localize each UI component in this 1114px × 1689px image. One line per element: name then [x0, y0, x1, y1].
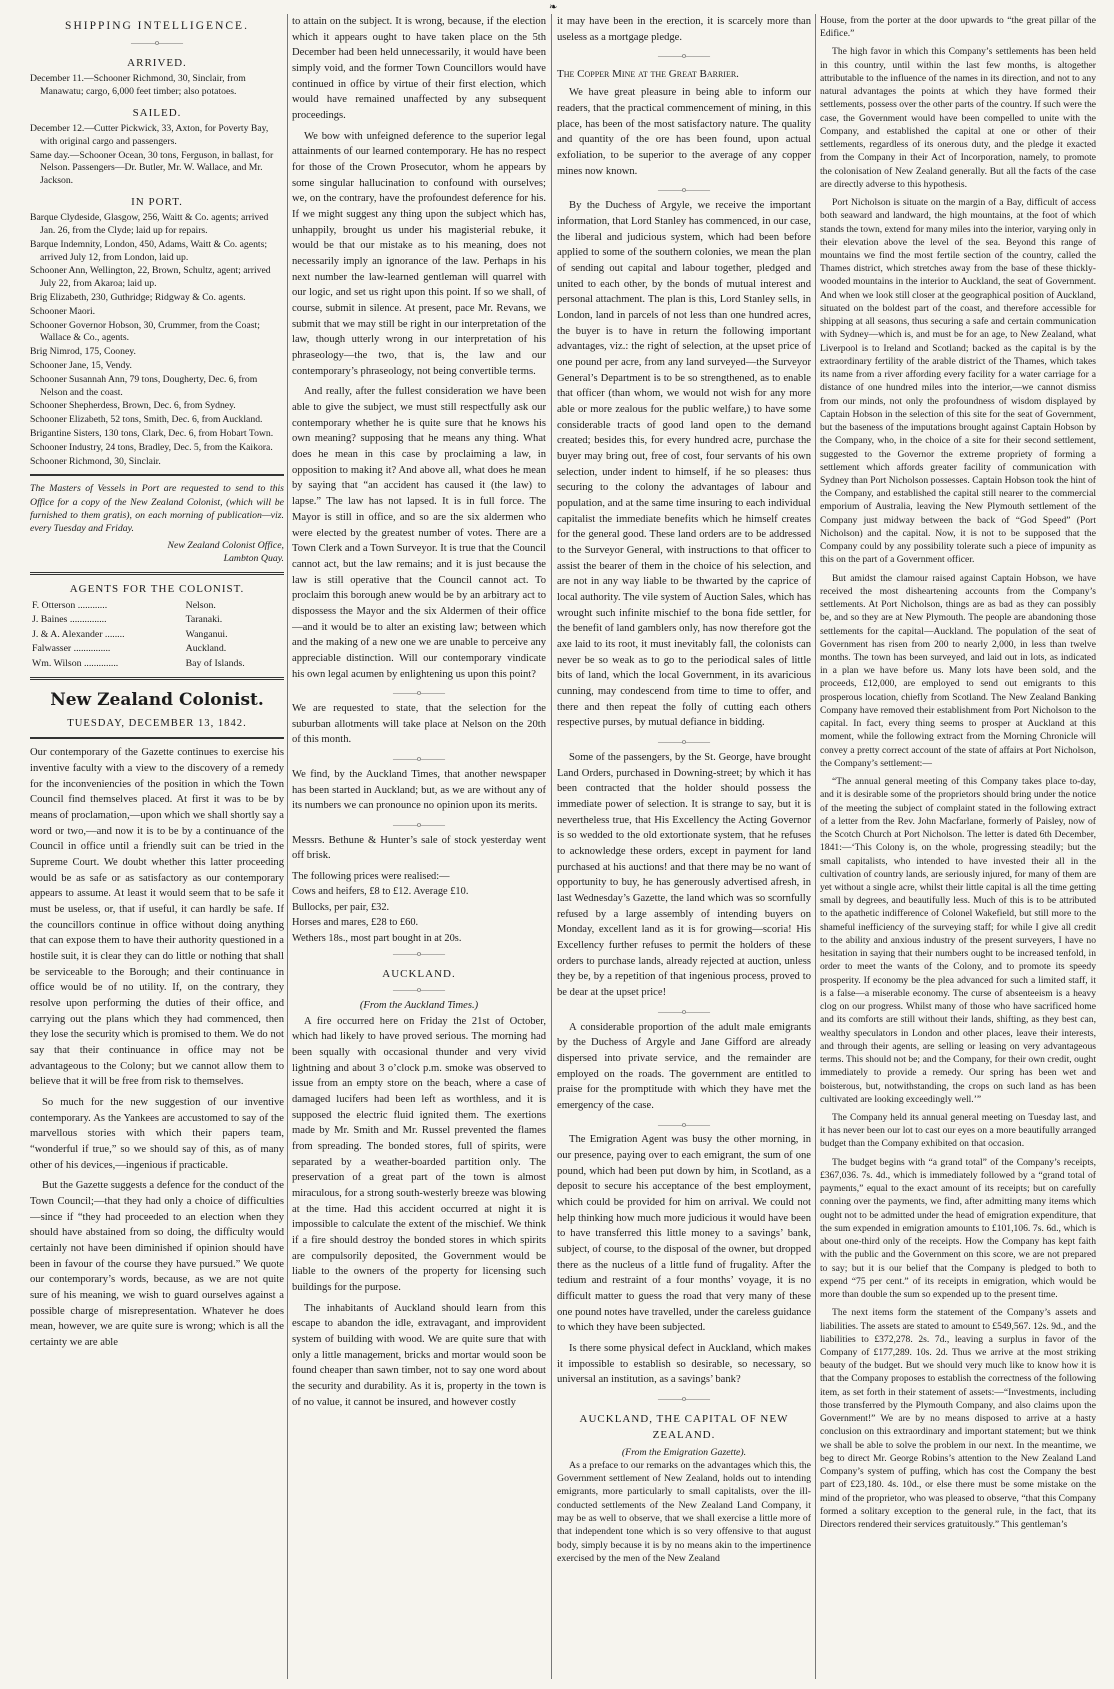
divider-ornament: ———o———: [658, 1119, 710, 1129]
divider: [30, 737, 284, 739]
inport-entry: Brig Elizabeth, 230, Guthridge; Ridgway & Co. agents.: [30, 292, 246, 303]
auckland-heading: AUCKLAND.: [382, 967, 456, 980]
arrived-title: ARRIVED.: [127, 56, 187, 69]
article-paragraph: Is there some physical defect in Auckland, which makes it impossible to establish so desirable, so necessary, so universal an institution, as a savings’ bank?: [557, 1343, 811, 1386]
agents-title: AGENTS FOR THE COLONIST.: [69, 582, 245, 595]
notice-signature-place: Lambton Quay.: [223, 553, 284, 565]
editorial-paragraph: Our contemporary of the Gazette continues to exercise his inventive faculty with a view to the discovery of a remedy for the inconveniencies of the position in which the Town Council find themselves placed. At first it was to be by means of proclamation,—upon which we shall shortly say a word or two,—and now it is to be by a continuance of the Council in office until a friendly suit can be tried in the Supreme Court. We doubt whether this latter proceeding would be as safe or as satisfactory as our contemporary appears to assume. At least it would seem that to be safe it must be useless, or, that if useful, it can hardly be safe. If the councillors continue in office without doing anything that can expose them to have their authority questioned in a hostile suit, it is clear they can do little or nothing that shall be serviceable to the Borough; and their continuance in office would be of no utility. If, on the contrary, they resolve upon performing the duties of their office, and carrying out the plans which they had commenced, then they lose the security which is promised to them. We do not say that their continuance in office may not be advantageous to the Colony; but we cannot allow them to believe that it will be free from risk to themselves.: [30, 747, 284, 1088]
column-3: [557, 14, 811, 1679]
agent-name: Falwasser ...............: [32, 643, 111, 655]
article-paragraph: The Emigration Agent was busy the other morning, in our presence, paying over to each emigrant, the sum of one pound, which had been put down by him, in Scotland, as a deposit to secure his acceptance of the best employment, which could be provided for him on arrival. We could not help thinking how much more judicious it would have been to have transferred this little money to a savings’ bank, subject, of course, to the disposal of the owner, but dropped there as the nucleus of a little fund of frugality. After the tedium and restraint of a four months’ voyage, it is no difficult matter to guess the road that very many of these one pound notes have travelled, under the careless guidance to which they have been subjected.: [557, 1134, 811, 1334]
inport-entry: Schooner Elizabeth, 52 tons, Smith, Dec. 6, from Auckland.: [30, 414, 263, 426]
editorial-paragraph: to attain on the subject. It is wrong, because, if the election which it appears ought to have taken place on the 5th December had been held unnecessarily, it would have been simply void, and the former Town Councillors would have continued in office by virtue of their first election, which would have remained unaffected by any subsequent proceedings.: [292, 16, 546, 122]
article-paragraph: But amidst the clamour raised against Captain Hobson, we have received the most disheartening accounts from the Company’s settlements. At Port Nicholson, things are as bad as they can possibly be, and so they are at New Plymouth. The people are abandoning those settlements for the capital—Auckland. The population of the seat of Government has risen from 200 to nearly 2,000, in less than twelve months. The town has been surveyed, and laid out in lots, as indicated in a plan we have before us. Many lots have been sold, and the proceeds, £12,000, are employed to send out emigrants to this prosperous location, chiefly from Scotland. The New Zealand Banking Company have removed their establishment from Port Nicholson to the capital. In fact, every thing seems to prosper at Auckland at this moment, while the following extract from the Morning Chronicle will convey a pretty correct account of the state of affairs at Port Nicholson, the Company’s settlement:—: [820, 572, 1096, 769]
article-paragraph: The inhabitants of Auckland should learn from this escape to abandon the idle, extravagant, and improvident system of building with wood. We are quite sure that with only a little management, bricks and mortar would soon be found cheaper than sawn timber, not to say one word about the security and durability. As it is, property in the town is of no value, it cannot be insured, and however costly: [292, 1302, 546, 1408]
stock-price-line: Wethers 18s., most part bought in at 20s.: [292, 932, 462, 944]
article-paragraph: The Company held its annual general meeting on Tuesday last, and it has never been our lot to cast our eyes on a more beautifully arranged budget than the Company exhibited on that occasion.: [820, 1111, 1096, 1150]
article-paragraph: The high favor in which this Company’s settlements has been held in this country, until within the last few months, is altogether attributable to the influence of the names in its direction, and not to any natural advantages the points at which they have formed their settlements, possess over the other parts of the country. If such were the case, the Government would have been compelled to unite with the Company, and established the capital at one or other of their settlements, regardless of its onerous duty, and the pledge it exacted from the Company in their Act of Incorporation, namely, to promote the colonisation of New Zealand generally. But all the facts of the case are directly adverse to this hypothesis.: [820, 46, 1096, 190]
divider-ornament: ———o———: [393, 949, 445, 959]
copper-mine-heading: The Copper Mine at the Great Barrier.: [557, 68, 739, 81]
agent-place: Taranaki.: [185, 614, 223, 626]
stock-price-line: Cows and heifers, £8 to £12. Average £10.: [292, 886, 469, 898]
inport-entry: Schooner Richmond, 30, Sinclair.: [30, 455, 161, 467]
divider: [30, 572, 284, 575]
article-paragraph: A considerable proportion of the adult male emigrants by the Duchess of Argyle and Jane Gifford are already dispersed into private service, and the remainder are employed on the roads. The government are entitled to praise for the promptitude with which they have met the emergency of the case.: [557, 1021, 811, 1111]
capital-heading: AUCKLAND, THE CAPITAL OF NEW ZEALAND.: [579, 1412, 789, 1442]
divider-ornament: ———o———: [658, 185, 710, 195]
column-rule: [551, 14, 552, 1679]
inport-entry: Barque Indemnity, London, 450, Adams, Waitt & Co. agents; arrived July 12, from London, laid up.: [30, 238, 268, 263]
inport-entry: Barque Clydeside, Glasgow, 256, Waitt & Co. agents; arrived Jan. 26, from the Clyde; laid up for repairs.: [30, 212, 269, 237]
stock-price-line: Bullocks, per pair, £32.: [292, 901, 390, 913]
agent-name: J. & A. Alexander ........: [32, 628, 125, 640]
article-paragraph: A fire occurred here on Friday the 21st of October, which had likely to have proved serious. The morning had been squally with occasional thunder and very vivid lightning and about 3 o’clock p.m. smoke was observed to issue from an empty store on the beach, where a case of damaged lucifers had been left as worthless, and it is supposed the electric fluid ignited them. The exertions made by Mr. Smith and Mr. Russel prevented the flames from spreading. The bonded stores, full of spirits, were separated by a weather-boarded partition only. The preservation of a great part of the town is almost miraculous, for a strong south-westerly breeze was blowing at the time. Had this accident occurred at night it is impossible to calculate the extent of the mischief. We think if a fire should destroy the bonded stores in which spirits are compulsorily deposited, the Government would be liable to the owners of the property for licensing such buildings for the purpose.: [292, 1015, 546, 1294]
agent-name: F. Otterson ............: [32, 599, 108, 611]
editorial-paragraph: So much for the new suggestion of our inventive contemporary. As the Yankees are accustomed to say of the marvellous stories with which their papers team, “wonderful if true,” so we should say of this, as of many other of his devices,—ingenious if practicable.: [30, 1096, 284, 1171]
editorial-paragraph: We bow with unfeigned deference to the superior legal attainments of our learned contemporary. He has no respect for those of the Crown Prosecutor, whom he appears by some singular hallucination to confound with ourselves; we, on the contrary, have the profoundest deference for his. If we might suggest any thing upon the subject which has, unhappily, brought us under his magisterial rebuke, it would be that our mistake as to his meaning, does not necessarily imply an ignorance of the law. Perhaps in his next number the law-learned gentleman will quarrel with our logic, and set us right upon this point. If so we shall, of course, submit in silence. At present, pace Mr. Revans, we submit that we may still be right in our interpretation of the law, though utterly wrong in our interpretation of his phraseology—the two, that is, the law and our contemporary’s phraseology, not being convertible terms.: [292, 130, 546, 377]
divider-ornament: ———o———: [658, 1394, 710, 1404]
masthead-date: TUESDAY, DECEMBER 13, 1842.: [67, 717, 247, 729]
inport-entry: Brig Nimrod, 175, Cooney.: [30, 346, 136, 358]
article-paragraph: Port Nicholson is situate on the margin of a Bay, difficult of access both seaward and landward, the high mountains, at the foot of which stands the town, extend for many miles into the interior, varying only in their elevation above the level of the sea. Beyond this range of mountains we find the most fertile section of the country, called the Thames district, which stretches away from the base of these thickly-wooded mountains in the interior to Auckland, the seat of Government. And when we look still closer at the geographical position of Auckland, situated on the boldest part of the coast, and therefore accessible for shipping at all seasons, thus securing a safe and certain communication with Sydney—which is, and must be for an age, to New Zealand, what Liverpool is to Ireland and Scotland; backed as the capital is by the extraordinary fertility of the arable district of the Thames, which takes its name from a river affording every facility for a water carriage for a distance of one hundred miles into the interior,—we cannot dismiss from our minds, not only the profoundness of wisdom displayed by Captain Hobson in the selection of this site for the seat of Government, but the baseness of the imputations brought against Captain Hobson by the Company, who, in the choice of a site for their second settlement, suggested to the Governor the extreme propriety of forming a settlement which affords greater facility of communication with Sydney than Port Nicholson possesses. Captain Hobson took the hint of the Company, and established the capital still nearer to the commercial emporium of Australia, leaving the New Plymouth settlement of the Company just midway between the back of “God Speed” (Port Nicholson) and the capital. Now, it is not to be supposed that the Company could by any possibility tolerate such a piece of impunity as this on the part of a Government officer.: [820, 197, 1096, 566]
auckland-source: (From the Auckland Times.): [359, 999, 479, 1011]
article-paragraph: As a preface to our remarks on the advantages which this, the Government settlement of New Zealand, holds out to intending emigrants, more particularly to small capitalists, over the ill-conducted settlements of the New Zealand Land Company, it may be as well to observe, that we shall exercise a little more of that independent tone which is so very offensive to that august body, simply because it is by no means akin to the impertinence exercised by the men of the New Zealand: [557, 1459, 811, 1565]
inport-entry: Schooner Maori.: [30, 305, 96, 317]
editorial-paragraph: But the Gazette suggests a defence for the conduct of the Town Council;—that they had only a choice of difficulties—since if “they had proceeded to an election when they should have abstained from so doing, the difficulty would certainly not have been diminished if opinion should have been in favour of the course they have pursued.” We quote our contemporary’s words, because, as we are not quite sure of his meaning, we wish to guard ourselves against a possible charge of misrepresentation. Whatever he does mean, however, we are quite sure is wrong; which is all the certainty we are able: [30, 1180, 284, 1349]
column-4: [820, 14, 1096, 1679]
quoted-letter: “The annual general meeting of this Company takes place to-day, and it is desirable some of the proprietors should bring under the notice of the meeting the subject of complaint stated in the following extract of a letter from the Rev. John Macfarlane, formerly of Paisley, now of the Scotch Church at Port Nicholson. The letter is dated 6th December, 1841:—‘This Colony is, on the whole, progressing steadily; but the small capitalists, who intended to have invested their all in the cultivation of country lands, are seriously injured, for many of them are yet without a single acre, whilst their little capital is all the time getting small by degrees, and beautifully less. Much of this is to be attributed to the apathetic indifference of Colonel Wakefield, but still more to the shameful inefficiency of the surveying staff; for while I give all credit to the ability and anxious industry of the present surveyers, I have no hesitation in saying that their numbers ought to be increased tenfold, in order to meet the wants of the Colony, and to promote its speedy prosperity. If economy be the plea advanced for such a limited staff, it is a false—a miserable economy. The curse of absenteeism is a heavy clog on our progress. Whilst many of those who have sacrificed home and its comforts are still without their lands, shifting, as they best can, wealthy speculators in London and other places, leave their interests, and through their agents, are selling or leasing on very advantageous terms. This should not be; and the Company, for their own credit, ought immediately to provide a remedy. Our spring has been wet and boisterous, but, notwithstanding, the crops on such land as has been cultivated are looking exceedingly well.’”: [820, 776, 1096, 1105]
inport-entry: Schooner Jane, 15, Vendy.: [30, 359, 132, 371]
agents-table: [30, 599, 284, 671]
divider-ornament: ———o———: [393, 985, 445, 995]
divider-ornament: ———o———: [393, 688, 445, 698]
inport-title: IN PORT.: [131, 195, 183, 208]
editorial-paragraph: And really, after the fullest consideration we have been able to give the subject, we must still respectfully ask our contemporary whether he is quite sure that he knows his own meaning? supposing that he means any thing. What does he mean in this case by proclaiming a law, in opposition to making it? And above all, what does he mean by saying that “an accident has caused it (the law) to lapse.” The law has not lapsed. It is in full force. The Mayor is still in office, and so are the six aldermen who were elected by the greatest number of votes. There are a Town Clerk and a Town Surveyor. It is true that the Council cannot act, but the law remains; and it is just because the law is still operative that the Council cannot act. To proclaim this borough anew would be by an arbitrary act to dispossess the Mayor and the six Aldermen of their office—and it would be to alter an existing law; between which and the making of a new one we are unable to perceive any appreciable distinction. Will our contemporary vindicate his own legal acumen by enlightening us upon this point?: [292, 386, 546, 680]
agent-row: [30, 657, 284, 671]
article-paragraph: Some of the passengers, by the St. George, have brought Land Orders, purchased in Downing-street; by which it has been contracted that the holder should possess the immediate power of selection. It is strange to say, but it is nevertheless true, that His Excellency the Acting Governor is so wedded to the old extortionate system, that he refuses to acknowledge these orders, except in payment for land purchased at his auctions! and that there may be no want of opportunity to buy, he has generously advertised afresh, in last Wednesday’s Gazette, the land which was so scornfully refused by a large assembly of intending buyers on Monday, excellent land as it is for growing—scoria! His Excellency further refuses to permit the holders of these orders to purchase lands, already rejected at auction, unless they be, by a repetition of that ingenious process, proved to be dear at the upset price!: [557, 751, 811, 999]
column-1: [30, 14, 284, 1679]
divider: [30, 474, 284, 476]
top-ornament: ❧: [549, 2, 558, 13]
divider-ornament: ———o———: [658, 1006, 710, 1016]
sailed-entry: December 12.—Cutter Pickwick, 33, Axton, for Poverty Bay, with original cargo and passengers.: [30, 122, 269, 147]
agent-name: J. Baines ...............: [32, 614, 107, 626]
agent-place: Nelson.: [185, 599, 216, 611]
masthead-title: New Zealand Colonist.: [50, 690, 264, 711]
arrival-entry: December 11.—Schooner Richmond, 30, Sinclair, from Manawatu; cargo, 6,000 feet timber; also potatoes.: [30, 73, 246, 97]
capital-source: (From the Emigration Gazette).: [621, 1446, 747, 1458]
inport-entry: Schooner Industry, 24 tons, Bradley, Dec. 5, from the Kaikora.: [30, 441, 273, 453]
stock-price-line: Horses and mares, £28 to £60.: [292, 917, 419, 929]
column-rule: [287, 14, 288, 1679]
article-paragraph: The next items form the statement of the Company’s assets and liabilities. The assets are stated to amount to £549,567. 12s. 9d., and the liabilities to £372,278. 2s. 7d., leaving a surplus in favor of the Company of £177,289. 10s. 2d. Thus we arrive at the most striking beauty of the budget. But we should very much like to know how it is that the Company proposes to establish the correctness of the following item, as set forth in their statement of assets:—“Investments, including those transferred by the Plymouth Company, and also claims upon the Government!” We are by no means disposed to arrive at a hasty conclusion on this extraordinary and important statement; but we think we shall be able to solve the problem in our next. In the meantime, we beg to direct Mr. George Robins’s attention to the New Zealand Land Company’s system of puffing, which has cost the Company the best part of £23,180. 4s. 10d., or else there must be some mistake on the mind of the proprietor, who was pleased to observe, “that this Company formed a solitary exception to the general rule, in the fact, that its Directors rendered their services gratuitously.” This gentleman’s: [820, 1307, 1096, 1531]
agent-place: Auckland.: [185, 643, 227, 655]
divider-ornament: ———o———: [658, 737, 710, 747]
agent-row: [30, 599, 284, 613]
agent-name: Wm. Wilson ..............: [32, 657, 119, 669]
masters-notice: The Masters of Vessels in Port are requested to send to this Office for a copy of the New Zealand Colonist, (which will be furnished to them gratis), on each morning of publication—viz. every Tuesday and Friday.: [30, 483, 284, 535]
stock-sale-intro: Messrs. Bethune & Hunter’s sale of stock yesterday went off brisk.: [292, 834, 546, 862]
agent-place: Bay of Islands.: [185, 657, 245, 669]
article-paragraph: The budget begins with “a grand total” of the Company’s receipts, £367,036. 7s. 4d., which is immediately followed by a “grand total of payments,” equal to the exact amount of its receipts; but on carefully conning over the payments, we find, after admitting many items which ought not to be admitted under the head of emigration expenditure, that the sum expended in emigration amounts to £101,106. 7s. 6d., which is about one-third only of the receipts. How the Company has kept faith with the public and the Government on this score, we are not prepared to say; but it is our belief that the Company is pledged to both to expend “75 per cent.” of its receipts in emigration, which would be more than double the sum so expended up to the present time.: [820, 1156, 1096, 1301]
agent-row: [30, 613, 284, 627]
agent-place: Wanganui.: [185, 628, 228, 640]
sailed-title: SAILED.: [132, 106, 182, 119]
inport-entry: Schooner Ann, Wellington, 22, Brown, Schultz, agent; arrived July 22, from Akaroa; laid up.: [30, 265, 271, 290]
inport-entry: Schooner Shepherdess, Brown, Dec. 6, from Sydney.: [30, 400, 236, 412]
article-paragraph: We have great pleasure in being able to inform our readers, that the practical commencement of mining, in this place, has been of the most satisfactory nature. The quality and quantity of the ore has been found, upon actual exfoliation, to be superior to the average of any copper mines now known.: [557, 87, 811, 177]
agent-row: [30, 642, 284, 656]
divider-ornament: ———o———: [393, 819, 445, 829]
divider-ornament: ———o———: [393, 754, 445, 764]
stock-sale-line: The following prices were realised:—: [292, 871, 450, 883]
divider-ornament: ———o———: [131, 38, 183, 48]
inport-entry: Schooner Governor Hobson, 30, Crummer, from the Coast; Wallace & Co., agents.: [30, 319, 260, 344]
news-item: We are requested to state, that the selection for the suburban allotments will take place at Nelson on the 20th of this month.: [292, 703, 546, 746]
inport-entry: Brigantine Sisters, 130 tons, Clark, Dec. 6, from Hobart Town.: [30, 427, 274, 439]
divider-ornament: ———o———: [658, 51, 710, 61]
article-paragraph: By the Duchess of Argyle, we receive the important information, that Lord Stanley has commenced, in our case, the liberal and judicious system, which had been before applied to some of the southern colonies, we mean the plan of sending out capital and labour together, pledged and united to each other, by the bonds of mutual interest and personal attachment. The plan is this, Lord Stanley sells, in London, land in parcels of not less than one hundred acres, the buyer is to have in return the following important advantages, viz.: the right of selection, at the upset price of one pound per acre, from any land surveyed—the Surveyor General’s Department is to be so strengthened, as to enable that officer (than whom, we would not wish for any more able or more zealous for the public welfare,) to have some considerable tracts of good land open to the demand created; besides this, for every hundred acre, purchase the buyer may bring out, free of cost, four servants of his own selection, under indent to himself, if he so pleases: thus securing to the colony the advantages of labour and population, and at the same time insuring to each individual capitalist the immediate benefits which he himself creates for the general good. These land orders are to be addressed to the Surveyor General, with instructions to that officer to assist the bearer of them in the choice of his selection, and are not in any way liable to be thwarted by the caprice of local authority. The vile system of Auction Sales, which has wrought such infinite mischief to the bona fide settler, for the benefit of land gamblers only, has now therefore got the axe laid to its root, it must inevitably fall, the colonists can never be so weak as to go to the periodical sales of little bits of land, which the local Government, in its avaricious cunning, may condescend from time to time to offer, and there and then repeat the folly of cutting each others respective purses, by mutual defiance in bidding.: [557, 200, 811, 729]
sailed-entry: Same day.—Schooner Ocean, 30 tons, Ferguson, in ballast, for Nelson. Passengers—Dr. Butler, Mr. W. Wallace, and Mr. Jackson.: [30, 149, 274, 187]
notice-signature: New Zealand Colonist Office,: [167, 540, 284, 552]
shipping-title: SHIPPING INTELLIGENCE.: [65, 20, 249, 32]
divider: [30, 677, 284, 680]
agent-row: [30, 628, 284, 642]
inport-entry: Schooner Susannah Ann, 79 tons, Dougherty, Dec. 6, from Nelson and the coast.: [30, 373, 258, 398]
news-item: We find, by the Auckland Times, that another newspaper has been started in Auckland; but, as we are without any of its numbers we can pronounce no opinion upon its merits.: [292, 768, 546, 812]
column-2: [292, 14, 546, 1679]
article-paragraph: it may have been in the erection, it is scarcely more than useless as a mortgage pledge.: [557, 16, 811, 43]
column-rule: [815, 14, 816, 1679]
article-paragraph: House, from the porter at the door upwards to “the great pillar of the Edifice.”: [820, 15, 1096, 40]
